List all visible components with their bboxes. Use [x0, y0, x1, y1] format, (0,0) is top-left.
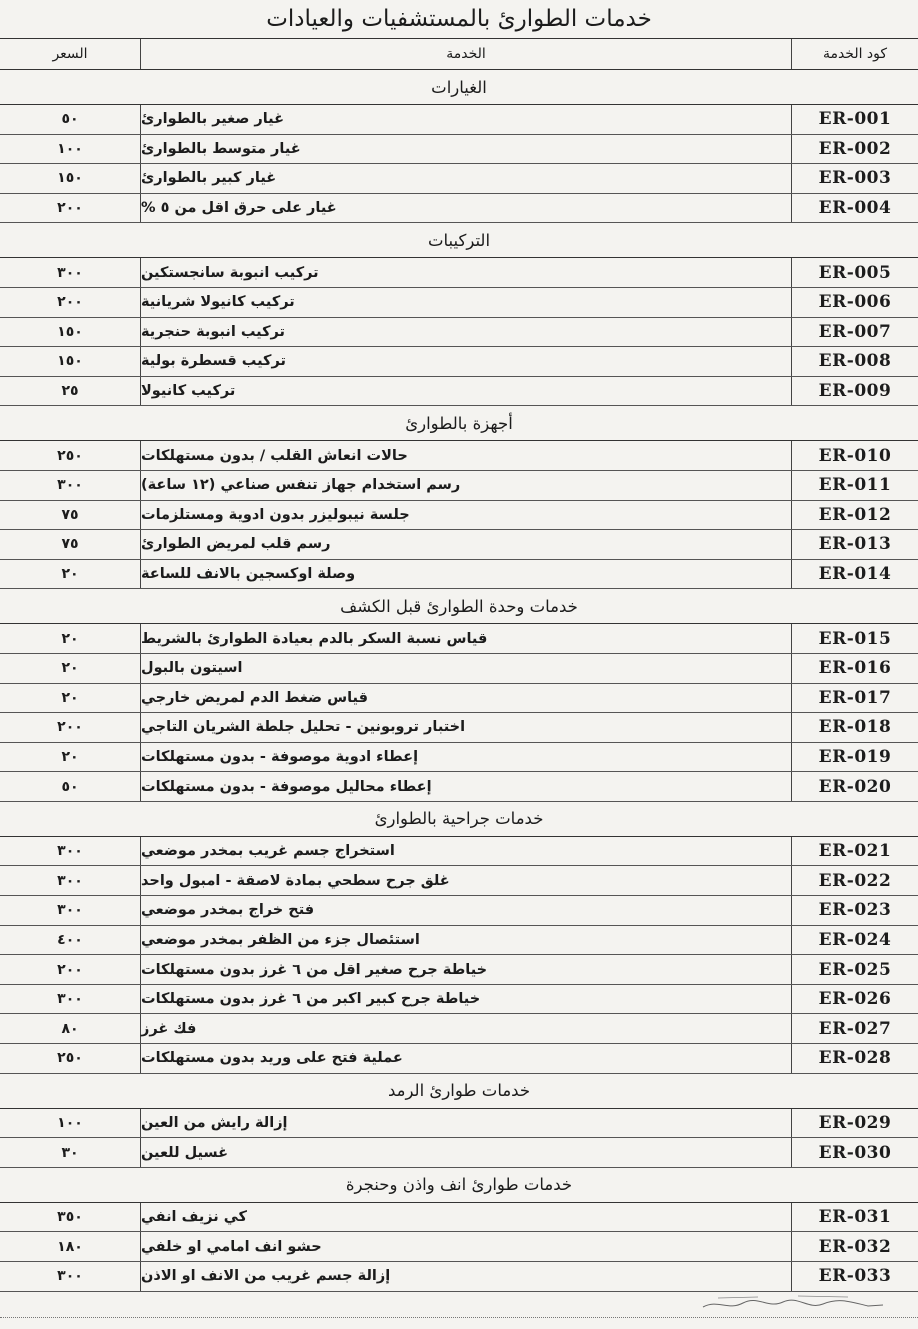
table-row — [0, 866, 918, 896]
code-cell: ER-018 — [818, 717, 892, 738]
price-cell: ٧٥ — [61, 506, 79, 523]
service-cell: غيار كبير بالطوارئ — [140, 164, 792, 193]
price-cell: ١٥٠ — [57, 353, 83, 370]
table-row — [0, 896, 918, 926]
table-row — [0, 1262, 918, 1292]
price-cell: ٢٠٠ — [57, 200, 83, 217]
price-cell: ٢٠ — [61, 748, 79, 765]
price-cell: ٢٠ — [61, 630, 79, 647]
code-cell: ER-022 — [818, 870, 892, 891]
code-cell: ER-031 — [818, 1207, 892, 1228]
service-cell: تركيب انبوبة حنجرية — [140, 318, 792, 347]
service-cell: إزالة جسم غريب من الانف او الاذن — [140, 1262, 792, 1291]
service-cell: رسم استخدام جهاز تنفس صناعي (١٢ ساعة) — [140, 471, 792, 500]
price-cell: ٢٠٠ — [57, 719, 83, 736]
service-cell: غيار على حرق اقل من ٥ % — [140, 194, 792, 223]
code-column-header: كود الخدمة — [822, 46, 888, 62]
code-cell: ER-027 — [818, 1018, 892, 1039]
code-cell: ER-016 — [818, 658, 892, 679]
code-cell: ER-009 — [818, 381, 892, 402]
code-cell: ER-003 — [818, 168, 892, 189]
price-cell: ٣٠٠ — [57, 902, 83, 919]
table-row — [0, 164, 918, 194]
price-cell: ٢٠٠ — [57, 294, 83, 311]
section-title: خدمات جراحية بالطوارئ — [0, 802, 918, 837]
service-cell: استئصال جزء من الظفر بمخدر موضعي — [140, 926, 792, 955]
service-cell: إعطاء ادوية موصوفة - بدون مستهلكات — [140, 743, 792, 772]
table-row — [0, 955, 918, 985]
service-cell: فك غرز — [140, 1014, 792, 1043]
service-cell: وصلة اوكسجين بالانف للساعة — [140, 560, 792, 589]
table-row — [0, 530, 918, 560]
code-cell: ER-017 — [818, 687, 892, 708]
table-header — [0, 38, 918, 70]
table-row — [0, 654, 918, 684]
table-row — [0, 926, 918, 956]
service-cell: اسيتون بالبول — [140, 654, 792, 683]
code-cell: ER-020 — [818, 776, 892, 797]
price-cell: ٣٥٠ — [57, 1209, 83, 1226]
table-row — [0, 1109, 918, 1139]
code-cell: ER-002 — [818, 138, 892, 159]
price-cell: ١٥٠ — [57, 170, 83, 187]
table-row — [0, 713, 918, 743]
price-cell: ٢٥٠ — [57, 1050, 83, 1067]
table-row — [0, 501, 918, 531]
services-table — [0, 38, 918, 1292]
table-row — [0, 318, 918, 348]
service-cell: خياطة جرح صغير اقل من ٦ غرز بدون مستهلكات — [140, 955, 792, 984]
service-cell: غسيل للعين — [140, 1138, 792, 1167]
table-row — [0, 985, 918, 1015]
service-cell: استخراج جسم غريب بمخدر موضعي — [140, 837, 792, 866]
price-cell: ٣٠٠ — [57, 843, 83, 860]
table-row — [0, 441, 918, 471]
code-cell: ER-010 — [818, 445, 892, 466]
table-row — [0, 684, 918, 714]
table-row — [0, 560, 918, 590]
section-title: خدمات وحدة الطوارئ قبل الكشف — [0, 589, 918, 624]
table-row — [0, 135, 918, 165]
table-row — [0, 624, 918, 654]
code-cell: ER-007 — [818, 321, 892, 342]
table-row — [0, 471, 918, 501]
service-cell: تركيب انبوبة سانجستكين — [140, 258, 792, 287]
service-column-header: الخدمة — [140, 39, 792, 69]
footer-divider — [0, 1317, 918, 1318]
code-cell: ER-030 — [818, 1142, 892, 1163]
service-cell: جلسة نيبوليزر بدون ادوية ومستلزمات — [140, 501, 792, 530]
code-cell: ER-033 — [818, 1266, 892, 1287]
code-cell: ER-028 — [818, 1048, 892, 1069]
price-cell: ١٠٠ — [57, 140, 83, 157]
price-cell: ٢٠٠ — [57, 961, 83, 978]
table-row — [0, 258, 918, 288]
code-cell: ER-006 — [818, 292, 892, 313]
section-title: خدمات طوارئ انف واذن وحنجرة — [0, 1168, 918, 1203]
service-cell: كي نزيف انفي — [140, 1203, 792, 1232]
table-row — [0, 377, 918, 407]
price-cell: ٣٠٠ — [57, 1268, 83, 1285]
code-cell: ER-023 — [818, 900, 892, 921]
table-row — [0, 347, 918, 377]
table-row — [0, 194, 918, 224]
price-cell: ٨٠ — [61, 1020, 79, 1037]
price-cell: ٢٥٠ — [57, 447, 83, 464]
code-cell: ER-014 — [818, 564, 892, 585]
section-title: أجهزة بالطوارئ — [0, 406, 918, 441]
service-cell: حالات انعاش القلب / بدون مستهلكات — [140, 441, 792, 470]
price-cell: ٣٠٠ — [57, 477, 83, 494]
service-cell: اختبار تروبونين - تحليل جلطة الشريان التاجي — [140, 713, 792, 742]
price-cell: ٥٠ — [61, 111, 79, 128]
service-cell: إزالة رايش من العين — [140, 1109, 792, 1138]
code-cell: ER-024 — [818, 929, 892, 950]
price-cell: ٥٠ — [61, 778, 79, 795]
price-cell: ٢٠ — [61, 566, 79, 583]
price-cell: ٣٠٠ — [57, 264, 83, 281]
table-row — [0, 1138, 918, 1168]
code-cell: ER-021 — [818, 841, 892, 862]
price-column-header: السعر — [52, 46, 88, 62]
price-cell: ٣٠ — [61, 1144, 79, 1161]
table-row — [0, 837, 918, 867]
table-row — [0, 1203, 918, 1233]
code-cell: ER-005 — [818, 262, 892, 283]
code-cell: ER-015 — [818, 628, 892, 649]
page-title: خدمات الطوارئ بالمستشفيات والعيادات — [266, 6, 652, 32]
table-row — [0, 772, 918, 802]
price-cell: ١٥٠ — [57, 323, 83, 340]
code-cell: ER-032 — [818, 1236, 892, 1257]
service-cell: تركيب كانيولا شريانية — [140, 288, 792, 317]
service-cell: تركيب كانيولا — [140, 377, 792, 406]
signature-mark — [698, 1293, 888, 1315]
code-cell: ER-019 — [818, 746, 892, 767]
section-title: التركيبات — [0, 223, 918, 258]
service-cell: حشو انف امامي او خلفي — [140, 1232, 792, 1261]
service-cell: فتح خراج بمخدر موضعي — [140, 896, 792, 925]
table-row — [0, 743, 918, 773]
table-row — [0, 1014, 918, 1044]
table-row — [0, 1044, 918, 1074]
service-cell: قياس نسبة السكر بالدم بعيادة الطوارئ بالشريط — [140, 624, 792, 653]
price-cell: ١٠٠ — [57, 1114, 83, 1131]
price-cell: ٢٥ — [61, 383, 79, 400]
service-cell: رسم قلب لمريض الطوارئ — [140, 530, 792, 559]
code-cell: ER-013 — [818, 534, 892, 555]
price-cell: ٧٥ — [61, 536, 79, 553]
code-cell: ER-012 — [818, 504, 892, 525]
code-cell: ER-029 — [818, 1112, 892, 1133]
price-cell: ١٨٠ — [57, 1238, 83, 1255]
service-cell: عملية فتح على وريد بدون مستهلكات — [140, 1044, 792, 1073]
service-cell: غلق جرح سطحي بمادة لاصقة - امبول واحد — [140, 866, 792, 895]
code-cell: ER-004 — [818, 198, 892, 219]
price-cell: ٤٠٠ — [57, 931, 83, 948]
price-cell: ٣٠٠ — [57, 872, 83, 889]
service-cell: غيار متوسط بالطوارئ — [140, 135, 792, 164]
service-cell: خياطة جرح كبير اكبر من ٦ غرز بدون مستهلكات — [140, 985, 792, 1014]
price-cell: ٢٠ — [61, 689, 79, 706]
service-cell: تركيب قسطرة بولية — [140, 347, 792, 376]
section-title: خدمات طوارئ الرمد — [0, 1074, 918, 1109]
table-row — [0, 105, 918, 135]
price-cell: ٣٠٠ — [57, 991, 83, 1008]
price-cell: ٢٠ — [61, 660, 79, 677]
code-cell: ER-001 — [818, 109, 892, 130]
code-cell: ER-025 — [818, 959, 892, 980]
table-row — [0, 288, 918, 318]
service-cell: غيار صغير بالطوارئ — [140, 105, 792, 134]
code-cell: ER-011 — [818, 475, 892, 496]
code-cell: ER-008 — [818, 351, 892, 372]
service-cell: قياس ضغط الدم لمريض خارجي — [140, 684, 792, 713]
code-cell: ER-026 — [818, 989, 892, 1010]
service-cell: إعطاء محاليل موصوفة - بدون مستهلكات — [140, 772, 792, 801]
table-row — [0, 1232, 918, 1262]
section-title: الغيارات — [0, 70, 918, 105]
